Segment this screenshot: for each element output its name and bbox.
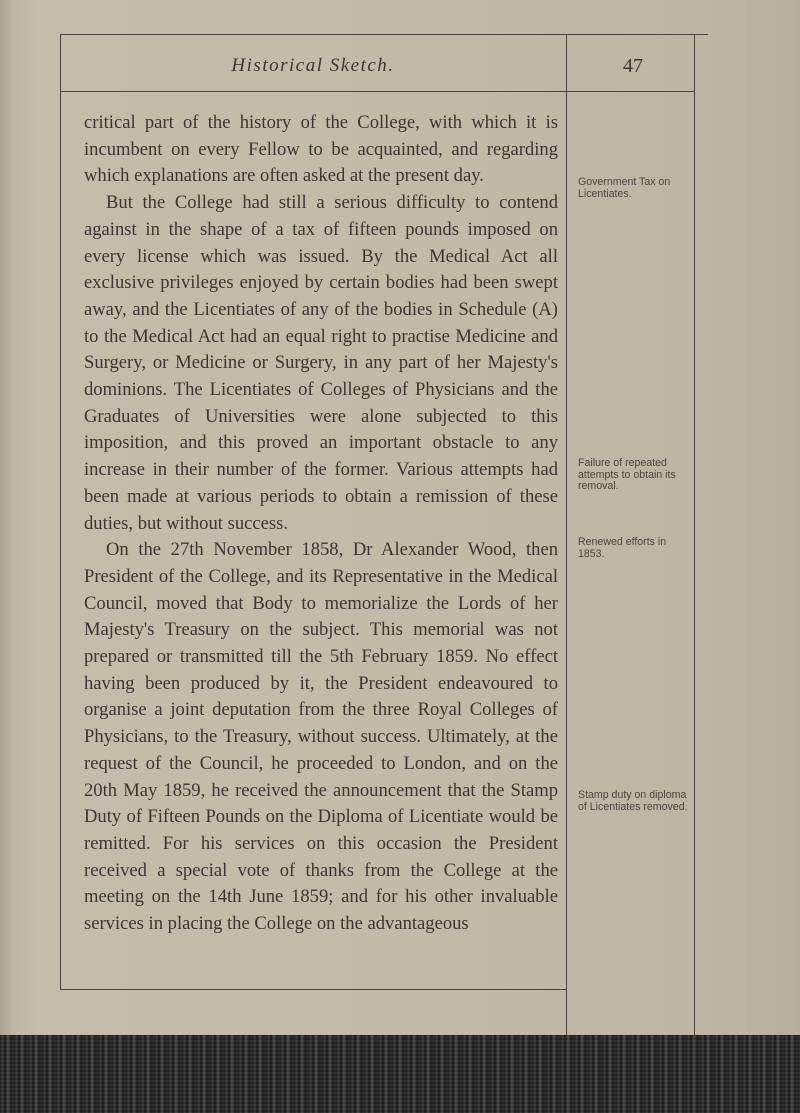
header-rule: [60, 91, 694, 92]
running-header: Historical Sketch.: [231, 55, 395, 76]
scan-edge: [0, 1035, 800, 1113]
paragraph: On the 27th November 1858, Dr Alexander Wood, then President of the College, and its Representative in the Medical Council, moved that Body to memorialize the Lords of her Majesty's Treasury on the subject. This memorial was not prepared or transmitted till the 5th February 1859. No effect having been produced by it, the President endeavoured to organise a joint deputation from the three Royal Colleges of Physicians, to the Treasury, without success. Ultimately, at the request of the Council, he proceeded to London, and on the 20th May 1859, he received the announcement that the Stamp Duty of Fifteen Pounds on the Diploma of Licentiate would be remitted. For his services on this occasion the President received a special vote of thanks from the College at the meeting on the 14th June 1859; and for his other invaluable services in placing the College on the advantageous: [84, 539, 558, 935]
column-rule: [566, 35, 567, 1035]
margin-note: Renewed efforts in 1853.: [578, 536, 667, 560]
top-rule: [60, 34, 708, 35]
bottom-rule: [60, 989, 566, 990]
page-number: 47: [623, 55, 643, 77]
left-rule: [60, 35, 61, 990]
margin-note: Government Tax on Licentiates.: [578, 176, 671, 200]
paragraph: But the College had still a serious difficulty to contend against in the shape of a tax of fifteen pounds imposed on every license which was issued. By the Medical Act all exclusive privileges enjoyed by certain bodies had been swept away, and the Licentiates of any of the bodies in Schedule (A) to the Medical Act had an equal right to practise Medicine and Surgery, or Medicine or Surgery, in any part of her Majesty's dominions. The Licentiates of Colleges of Physicians and the Graduates of Universities were alone subjected to this imposition, and this proved an important obstacle to any increase in their number of the former. Various attempts had been made at various periods to obtain a remission of these duties, but without success.: [84, 192, 558, 534]
body-text: [84, 110, 558, 938]
margin-note: Stamp duty on diploma of Licentiates removed.: [578, 789, 688, 813]
margin-note: Failure of repeated attempts to obtain its removal.: [578, 457, 676, 492]
right-rule: [694, 35, 695, 1035]
paragraph: critical part of the history of the College, with which it is incumbent on every Fellow to be acquainted, and regarding which explanations are often asked at the present day.: [84, 112, 558, 187]
